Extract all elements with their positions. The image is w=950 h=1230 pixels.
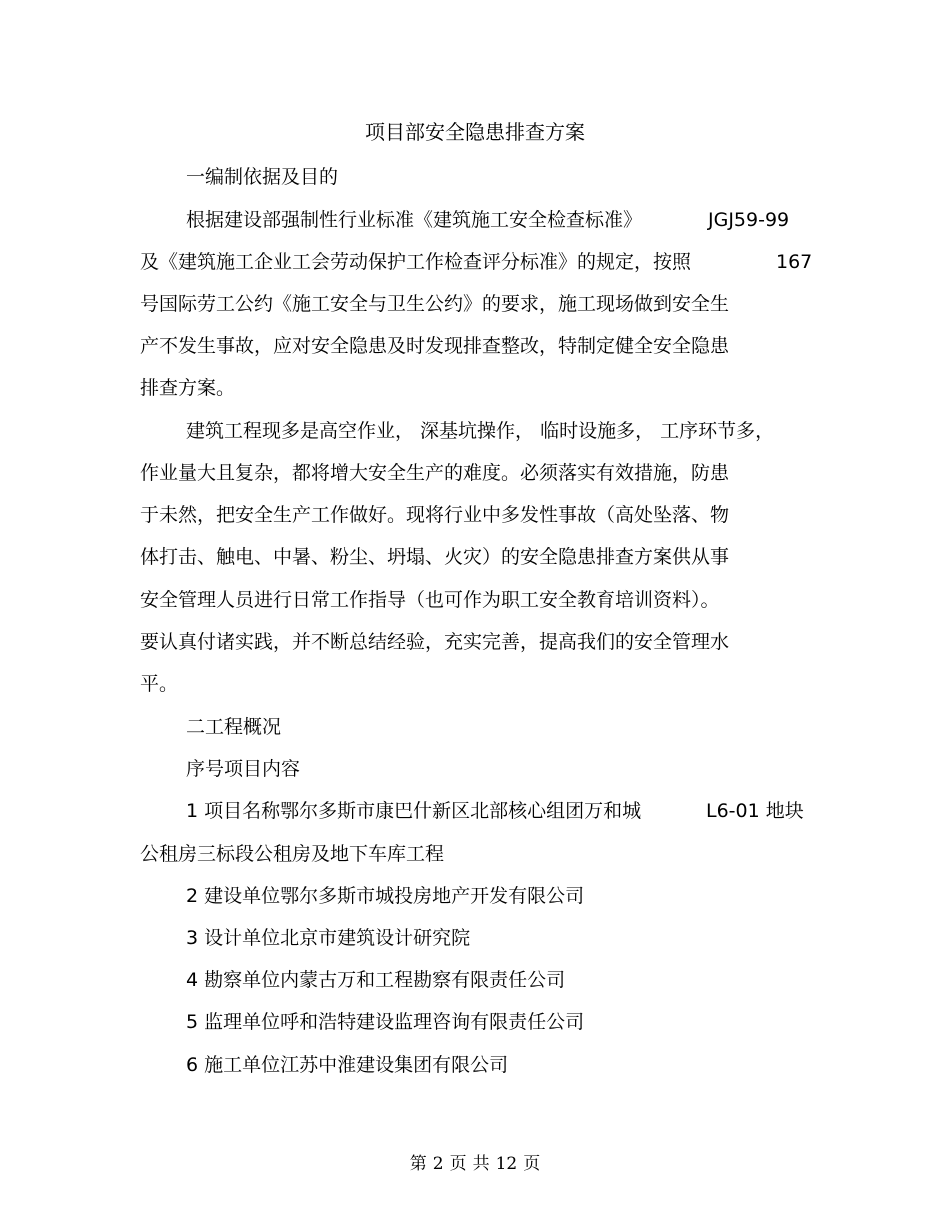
paragraph-2-line-3: 于未然，把安全生产工作做好。现将行业中多发性事故（高处坠落、物 xyxy=(140,504,730,526)
list-item-1-plot: L6-01 地块 xyxy=(706,800,804,822)
footer-page-word: 页 xyxy=(449,1154,467,1174)
footer-prefix: 第 xyxy=(409,1154,427,1174)
paragraph-2-line-7: 平。 xyxy=(140,673,179,695)
document-title: 项目部安全隐患排查方案 xyxy=(365,120,585,144)
footer-total-pages: 12 xyxy=(495,1154,518,1174)
paragraph-2-line-2: 作业量大且复杂，都将增大安全生产的难度。必须落实有效措施，防患 xyxy=(140,462,730,484)
paragraph-1-line-5: 排查方案。 xyxy=(140,377,236,399)
paragraph-2-line-5: 安全管理人员进行日常工作指导（也可作为职工安全教育培训资料）。 xyxy=(140,589,720,611)
list-item-5: 5 监理单位呼和浩特建设监理咨询有限责任公司 xyxy=(186,1011,585,1033)
table-header: 序号项目内容 xyxy=(186,758,301,780)
paragraph-2-line-4: 体打击、触电、中暑、粉尘、坍塌、火灾）的安全隐患排查方案供从事 xyxy=(140,546,730,568)
list-item-2: 2 建设单位鄂尔多斯市城投房地产开发有限公司 xyxy=(186,885,585,907)
section-heading-1: 一编制依据及目的 xyxy=(186,166,339,188)
paragraph-1-line-3: 号国际劳工公约《施工安全与卫生公约》的要求，施工现场做到安全生 xyxy=(140,293,730,315)
footer-suffix: 页 xyxy=(523,1154,541,1174)
paragraph-2-line-1: 建筑工程现多是高空作业， 深基坑操作， 临时设施多， 工序环节多， xyxy=(186,420,775,442)
list-item-3: 3 设计单位北京市建筑设计研究院 xyxy=(186,927,471,949)
page-footer xyxy=(0,1152,950,1176)
list-item-1: 1 项目名称鄂尔多斯市康巴什新区北部核心组团万和城 xyxy=(186,800,642,822)
footer-page-number: 2 xyxy=(432,1154,444,1174)
list-item-6: 6 施工单位江苏中淮建设集团有限公司 xyxy=(186,1054,509,1076)
section-heading-2: 二工程概况 xyxy=(186,716,282,738)
paragraph-1-line-4: 产不发生事故，应对安全隐患及时发现排查整改，特制定健全安全隐患 xyxy=(140,335,730,357)
paragraph-1-line-1: 根据建设部强制性行业标准《建筑施工安全检查标准》 xyxy=(186,209,643,231)
list-item-4: 4 勘察单位内蒙古万和工程勘察有限责任公司 xyxy=(186,969,566,991)
footer-total-word: 共 xyxy=(472,1154,490,1174)
paragraph-2-line-6: 要认真付诸实践，并不断总结经验，充实完善，提高我们的安全管理水 xyxy=(140,631,730,653)
paragraph-1-line-2: 及《建筑施工企业工会劳动保护工作检查评分标准》的规定，按照 xyxy=(140,251,692,273)
standard-code: JGJ59-99 xyxy=(708,209,790,231)
list-item-1-continued: 公租房三标段公租房及地下车库工程 xyxy=(140,843,445,865)
convention-number: 167 xyxy=(776,251,813,273)
